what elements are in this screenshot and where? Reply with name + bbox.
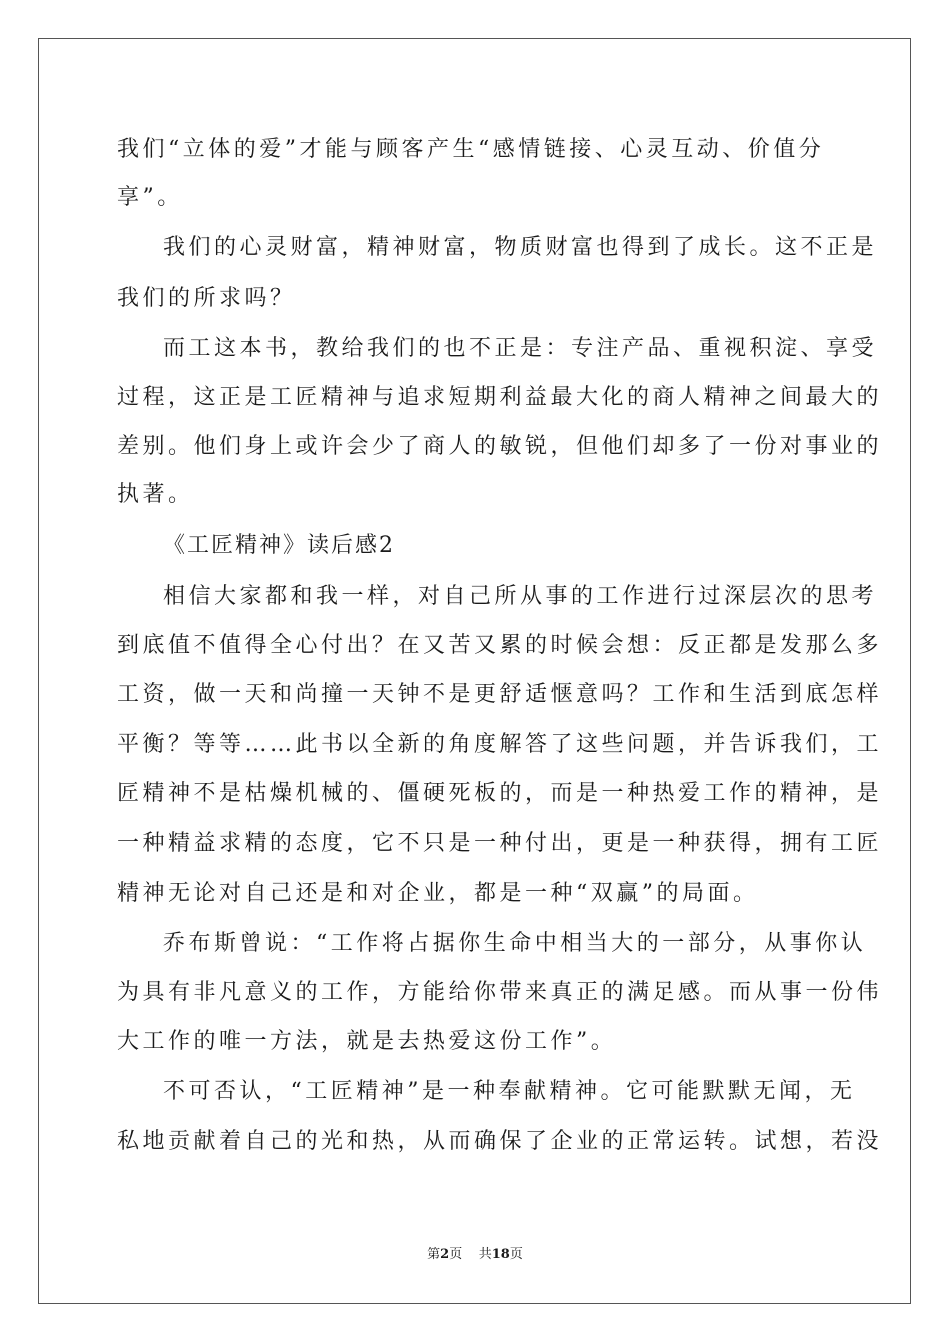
text-line: 享”。 [117,185,183,210]
text-line: 而工这本书，教给我们的也不正是：专注产品、重视积淀、享受 [163,336,878,361]
footer-page-suffix: 页 [449,1247,463,1262]
text-line: 到底值不值得全心付出？在又苦又累的时候会想：反正都是发那么多 [117,633,883,658]
footer-total-suffix: 页 [509,1247,523,1262]
text-line: 精神无论对自己还是和对企业，都是一种“双赢”的局面。 [117,881,759,906]
text-line: 差别。他们身上或许会少了商人的敏锐，但他们却多了一份对事业的 [117,434,883,459]
current-page-number: 2 [440,1247,450,1262]
text-line: 私地贡献着自己的光和热，从而确保了企业的正常运转。试想，若没 [117,1129,883,1154]
page-border [38,38,911,1304]
section-heading: 《工匠精神》读后感2 [163,533,395,558]
footer-total-prefix: 共 [478,1247,492,1262]
text-line: 不可否认，“工匠精神”是一种奉献精神。它可能默默无闻，无 [163,1079,856,1104]
text-line: 执著。 [117,482,194,507]
text-line: 过程，这正是工匠精神与追求短期利益最大化的商人精神之间最大的 [117,385,883,410]
text-line: 我们的心灵财富，精神财富，物质财富也得到了成长。这不正是 [163,235,878,260]
total-page-count: 18 [491,1247,510,1262]
text-line: 为具有非凡意义的工作，方能给你带来真正的满足感。而从事一份伟 [117,980,883,1005]
text-line: 乔布斯曾说：“工作将占据你生命中相当大的一部分，从事你认 [163,931,867,956]
text-line: 我们的所求吗？ [117,286,296,311]
text-line: 大工作的唯一方法，就是去热爱这份工作”。 [117,1029,617,1054]
footer-prefix: 第 [427,1247,441,1262]
text-line: 一种精益求精的态度，它不只是一种付出，更是一种获得，拥有工匠 [117,831,883,856]
text-line: 匠精神不是枯燥机械的、僵硬死板的，而是一种热爱工作的精神，是 [117,781,883,806]
page-footer [0,1247,950,1263]
text-line: 相信大家都和我一样，对自己所从事的工作进行过深层次的思考 [163,584,878,609]
text-line: 我们“立体的爱”才能与顾客产生“感情链接、心灵互动、价值分 [117,137,825,162]
text-line: 工资，做一天和尚撞一天钟不是更舒适惬意吗？工作和生活到底怎样 [117,682,883,707]
text-line: 平衡？等等……此书以全新的角度解答了这些问题，并告诉我们，工 [117,732,883,757]
